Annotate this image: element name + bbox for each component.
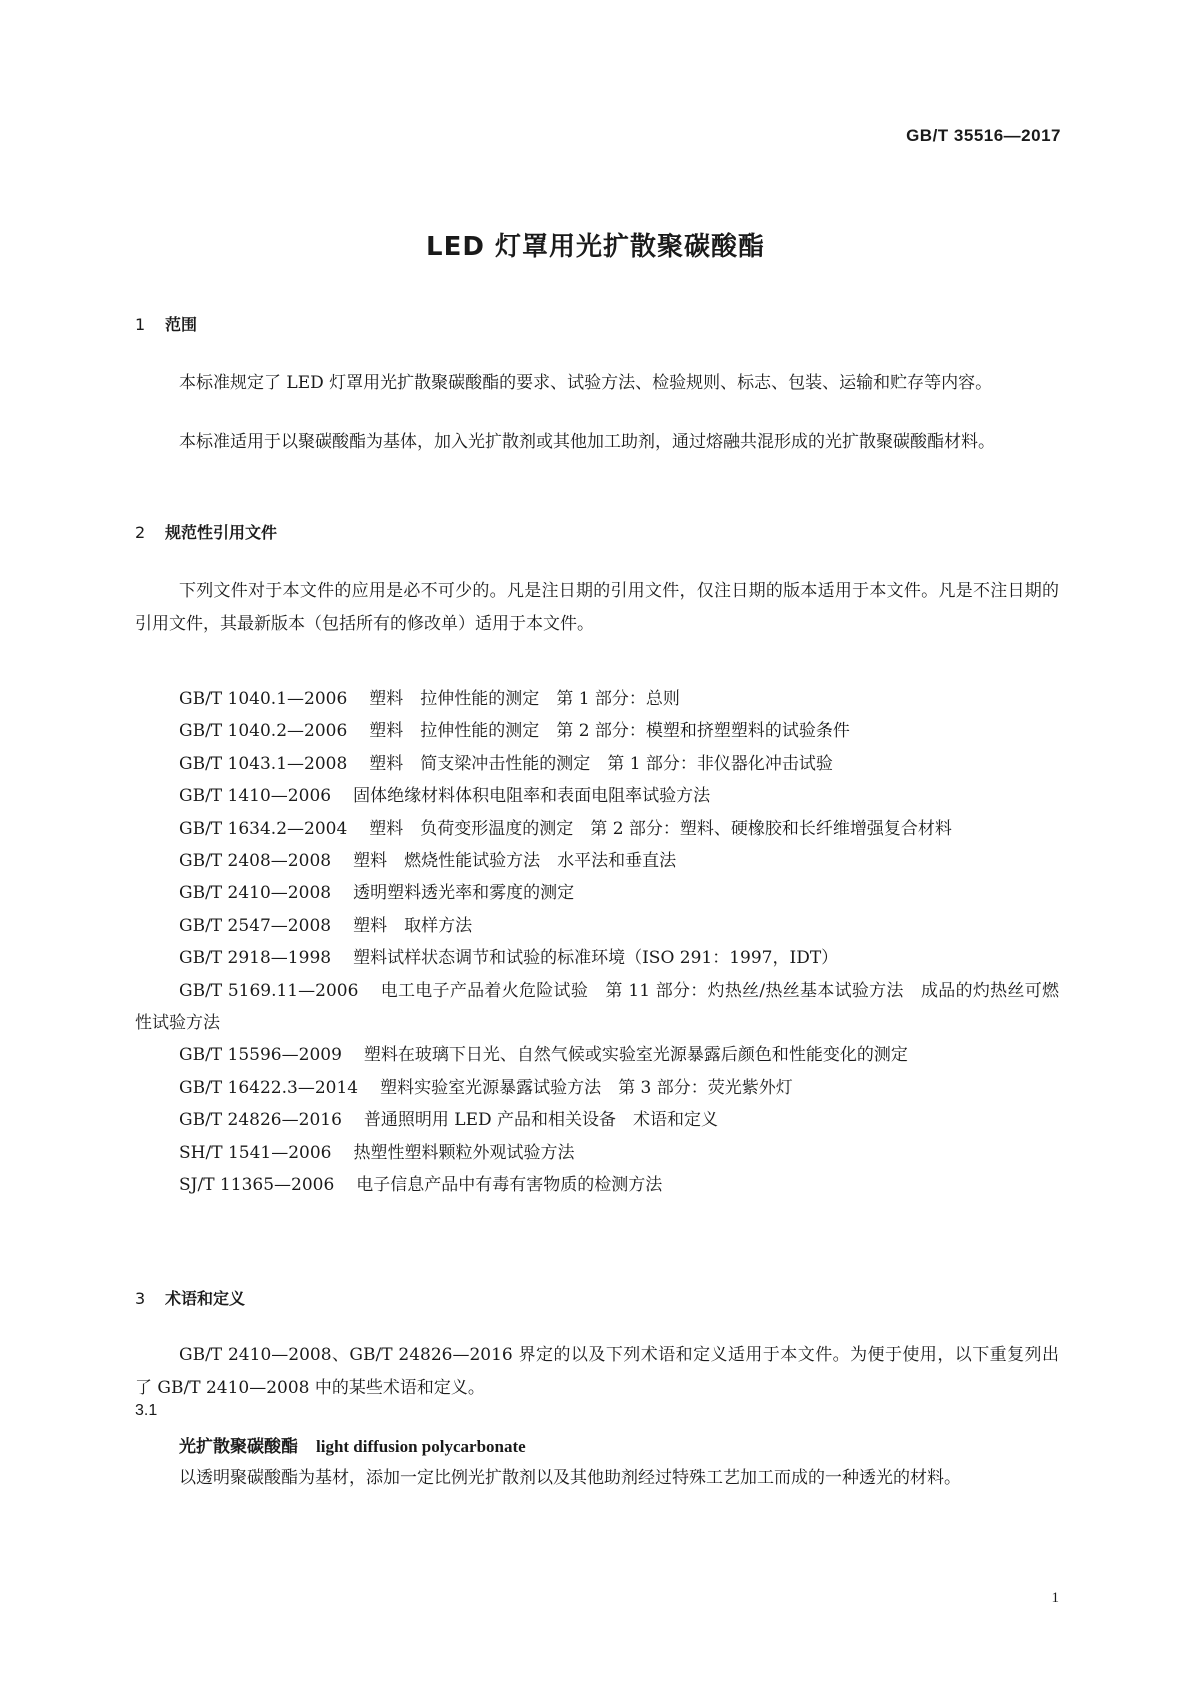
reference-item <box>135 975 1059 1040</box>
section-1-heading <box>135 312 197 335</box>
reference-item <box>135 780 1059 812</box>
reference-item <box>135 813 1059 845</box>
reference-code: GB/T 5169.11—2006 <box>179 980 359 1001</box>
section-3-heading <box>135 1286 245 1309</box>
section-1-paragraph-2: 本标准适用于以聚碳酸酯为基体，加入光扩散剂或其他加工助剂，通过熔融共混形成的光扩散聚碳酸酯材料。 <box>179 432 995 452</box>
reference-item <box>135 877 1059 909</box>
term-definition: 以透明聚碳酸酯为基材，添加一定比例光扩散剂以及其他助剂经过特殊工艺加工而成的一种透光的材料。 <box>179 1468 961 1488</box>
reference-code: GB/T 2918—1998 <box>179 948 332 969</box>
reference-title: 电子信息产品中有毒有害物质的检测方法 <box>356 1175 663 1196</box>
reference-title: 塑料 简支梁冲击性能的测定 第 1 部分：非仪器化冲击试验 <box>369 753 833 774</box>
reference-title: 普通照明用 LED 产品和相关设备 术语和定义 <box>363 1110 719 1131</box>
reference-item <box>135 683 1059 715</box>
reference-item <box>135 1169 1059 1201</box>
reference-item <box>135 748 1059 780</box>
reference-title: 塑料 拉伸性能的测定 第 2 部分：模塑和挤塑塑料的试验条件 <box>369 721 850 742</box>
reference-title: 塑料 取样方法 <box>353 915 473 936</box>
reference-title: 透明塑料透光率和雾度的测定 <box>353 883 575 904</box>
reference-code: GB/T 24826—2016 <box>179 1110 342 1131</box>
reference-code: GB/T 1043.1—2008 <box>179 753 348 774</box>
reference-code: GB/T 1040.1—2006 <box>179 689 348 709</box>
term-english: light diffusion polycarbonate <box>316 1437 526 1456</box>
reference-title: 塑料 负荷变形温度的测定 第 2 部分：塑料、硬橡胶和长纤维增强复合材料 <box>369 818 952 839</box>
section-1-paragraph-1: 本标准规定了 LED 灯罩用光扩散聚碳酸酯的要求、试验方法、检验规则、标志、包装、运输和贮存等内容。 <box>179 373 993 393</box>
section-3-paragraph-1: GB/T 2410—2008、GB/T 24826—2016 界定的以及下列术语和定义适用于本文件。为便于使用，以下重复列出了 GB/T 2410—2008 中的某些术语和定义。 <box>135 1345 1059 1398</box>
section-number: 2 <box>135 523 146 542</box>
reference-title: 塑料在玻璃下日光、自然气候或实验室光源暴露后颜色和性能变化的测定 <box>363 1045 908 1066</box>
section-number: 3 <box>135 1289 146 1308</box>
reference-code: GB/T 1410—2006 <box>179 786 332 807</box>
reference-code: GB/T 16422.3—2014 <box>179 1077 359 1098</box>
section-2-heading <box>135 520 277 543</box>
document-title: LED 灯罩用光扩散聚碳酸酯 <box>426 232 765 262</box>
term-heading <box>179 1432 526 1457</box>
reference-title: 塑料实验室光源暴露试验方法 第 3 部分：荧光紫外灯 <box>380 1077 793 1098</box>
reference-code: GB/T 2547—2008 <box>179 915 332 936</box>
page-number: 1 <box>1051 1590 1059 1606</box>
reference-code: GB/T 1040.2—2006 <box>179 721 348 742</box>
section-title: 范围 <box>165 315 198 334</box>
reference-item <box>135 1072 1059 1104</box>
term-chinese: 光扩散聚碳酸酯 <box>179 1437 298 1457</box>
reference-item <box>135 942 1059 974</box>
reference-title: 固体绝缘材料体积电阻率和表面电阻率试验方法 <box>353 786 711 807</box>
subsection-number: 3.1 <box>135 1402 158 1419</box>
section-title: 规范性引用文件 <box>165 523 278 542</box>
reference-code: SJ/T 11365—2006 <box>179 1175 335 1196</box>
reference-code: SH/T 1541—2006 <box>179 1142 332 1163</box>
reference-item <box>135 1039 1059 1071</box>
reference-code: GB/T 1634.2—2004 <box>179 818 348 839</box>
reference-title: 塑料试样状态调节和试验的标准环境（ISO 291：1997，IDT） <box>353 948 839 969</box>
reference-item <box>135 845 1059 877</box>
reference-title: 电工电子产品着火危险试验 第 11 部分：灼热丝/热丝基本试验方法 成品的灼热丝可燃性试验方法 <box>135 980 1060 1034</box>
section-2-paragraph-1: 下列文件对于本文件的应用是必不可少的。凡是注日期的引用文件，仅注日期的版本适用于本文件。凡是不注日期的引用文件，其最新版本（包括所有的修改单）适用于本文件。 <box>135 581 1059 634</box>
section-title: 术语和定义 <box>165 1289 246 1308</box>
reference-item <box>135 1137 1059 1169</box>
section-number: 1 <box>135 315 146 334</box>
reference-item <box>135 910 1059 942</box>
reference-title: 塑料 拉伸性能的测定 第 1 部分：总则 <box>369 689 680 709</box>
reference-code: GB/T 2408—2008 <box>179 851 332 872</box>
reference-title: 热塑性塑料颗粒外观试验方法 <box>353 1142 575 1163</box>
reference-code: GB/T 15596—2009 <box>179 1045 342 1066</box>
reference-item <box>135 715 1059 747</box>
reference-list <box>135 683 1059 1202</box>
reference-item <box>135 1104 1059 1136</box>
standard-code: GB/T 35516—2017 <box>906 126 1061 145</box>
reference-code: GB/T 2410—2008 <box>179 883 332 904</box>
reference-title: 塑料 燃烧性能试验方法 水平法和垂直法 <box>353 851 677 872</box>
